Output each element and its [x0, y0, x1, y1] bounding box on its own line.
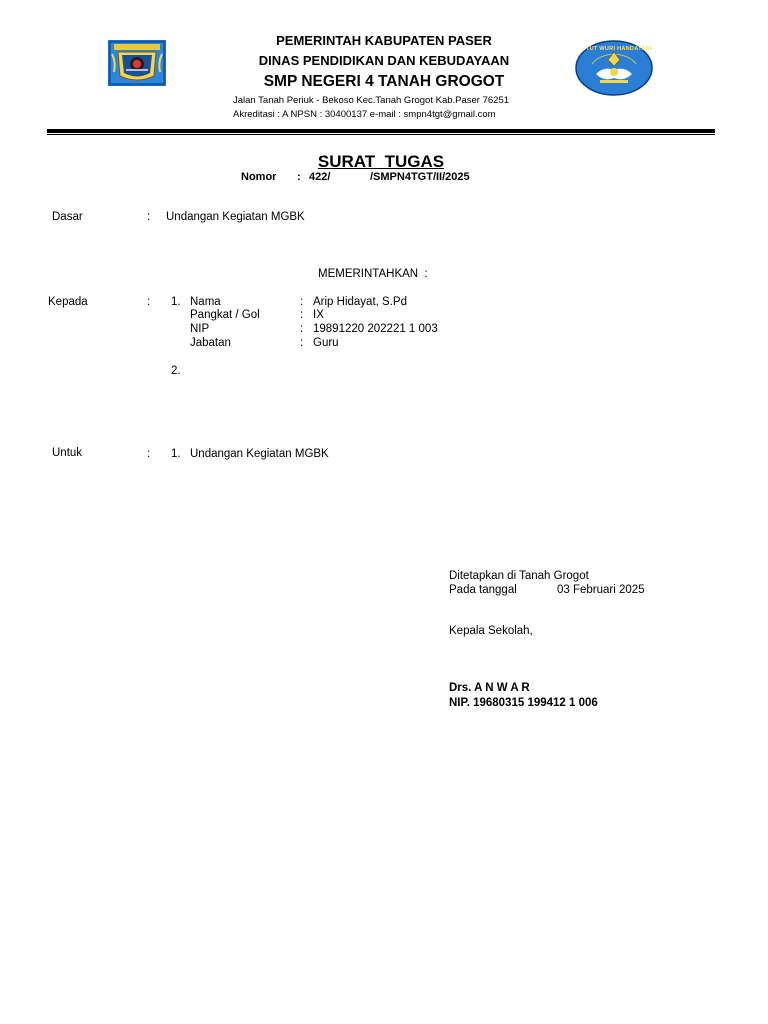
untuk-item-text-1: Undangan Kegiatan MGBK — [190, 448, 329, 460]
nomor-code: /SMPN4TGT/II/2025 — [370, 171, 470, 183]
signature-nip: NIP. 19680315 199412 1 006 — [449, 697, 598, 709]
school-accreditation: Akreditasi : A NPSN : 30400137 e-mail : smpn4tgt@gmail.com — [233, 109, 496, 120]
dasar-label: Dasar — [52, 211, 83, 223]
kepada-item-number-1: 1. — [171, 296, 181, 308]
memerintahkan-heading: MEMERINTAHKAN : — [318, 268, 428, 280]
kepada-colon: : — [147, 296, 151, 308]
letterhead-divider-thin — [47, 134, 715, 135]
department-name: DINAS PENDIDIKAN DAN KEBUDAYAAN — [258, 53, 510, 68]
field-label-nama: Nama — [190, 296, 221, 308]
document-title: SURAT TUGAS — [317, 152, 445, 171]
signature-date-value: 03 Februari 2025 — [557, 584, 645, 596]
kepada-label: Kepada — [48, 296, 88, 308]
signature-position: Kepala Sekolah, — [449, 625, 533, 637]
field-colon-pangkat: : — [300, 309, 304, 321]
field-label-nip: NIP — [190, 323, 210, 335]
field-colon-jabatan: : — [300, 337, 304, 349]
letterhead-divider — [47, 129, 715, 133]
signature-date-label: Pada tanggal — [449, 584, 517, 596]
untuk-colon: : — [147, 448, 151, 460]
kepada-item-number-2: 2. — [171, 365, 181, 377]
field-label-jabatan: Jabatan — [190, 337, 231, 349]
logo-right-text: TUT WURI HANDAYANI — [586, 46, 652, 52]
field-colon-nip: : — [300, 323, 304, 335]
field-colon-nama: : — [300, 296, 304, 308]
field-value-nama: Arip Hidayat, S.Pd — [313, 296, 407, 308]
nomor-number: 422/ — [309, 171, 331, 183]
nomor-label: Nomor — [241, 171, 277, 183]
nomor-separator: : — [297, 171, 301, 183]
government-name: PEMERINTAH KABUPATEN PASER — [276, 33, 492, 48]
dasar-value: Undangan Kegiatan MGBK — [166, 211, 305, 223]
school-address: Jalan Tanah Periuk - Bekoso Kec.Tanah Grogot Kab.Paser 76251 — [233, 95, 510, 106]
field-value-jabatan: Guru — [313, 337, 339, 349]
school-name: SMP NEGERI 4 TANAH GROGOT — [263, 73, 505, 90]
field-value-nip: 19891220 202221 1 003 — [313, 323, 438, 335]
field-value-pangkat: IX — [313, 309, 324, 321]
field-label-pangkat: Pangkat / Gol — [190, 309, 260, 321]
untuk-item-number-1: 1. — [171, 448, 181, 460]
untuk-label: Untuk — [52, 447, 83, 459]
signature-name: Drs. A N W A R — [449, 682, 530, 694]
dasar-colon: : — [147, 211, 151, 223]
signature-place: Ditetapkan di Tanah Grogot — [449, 570, 589, 582]
